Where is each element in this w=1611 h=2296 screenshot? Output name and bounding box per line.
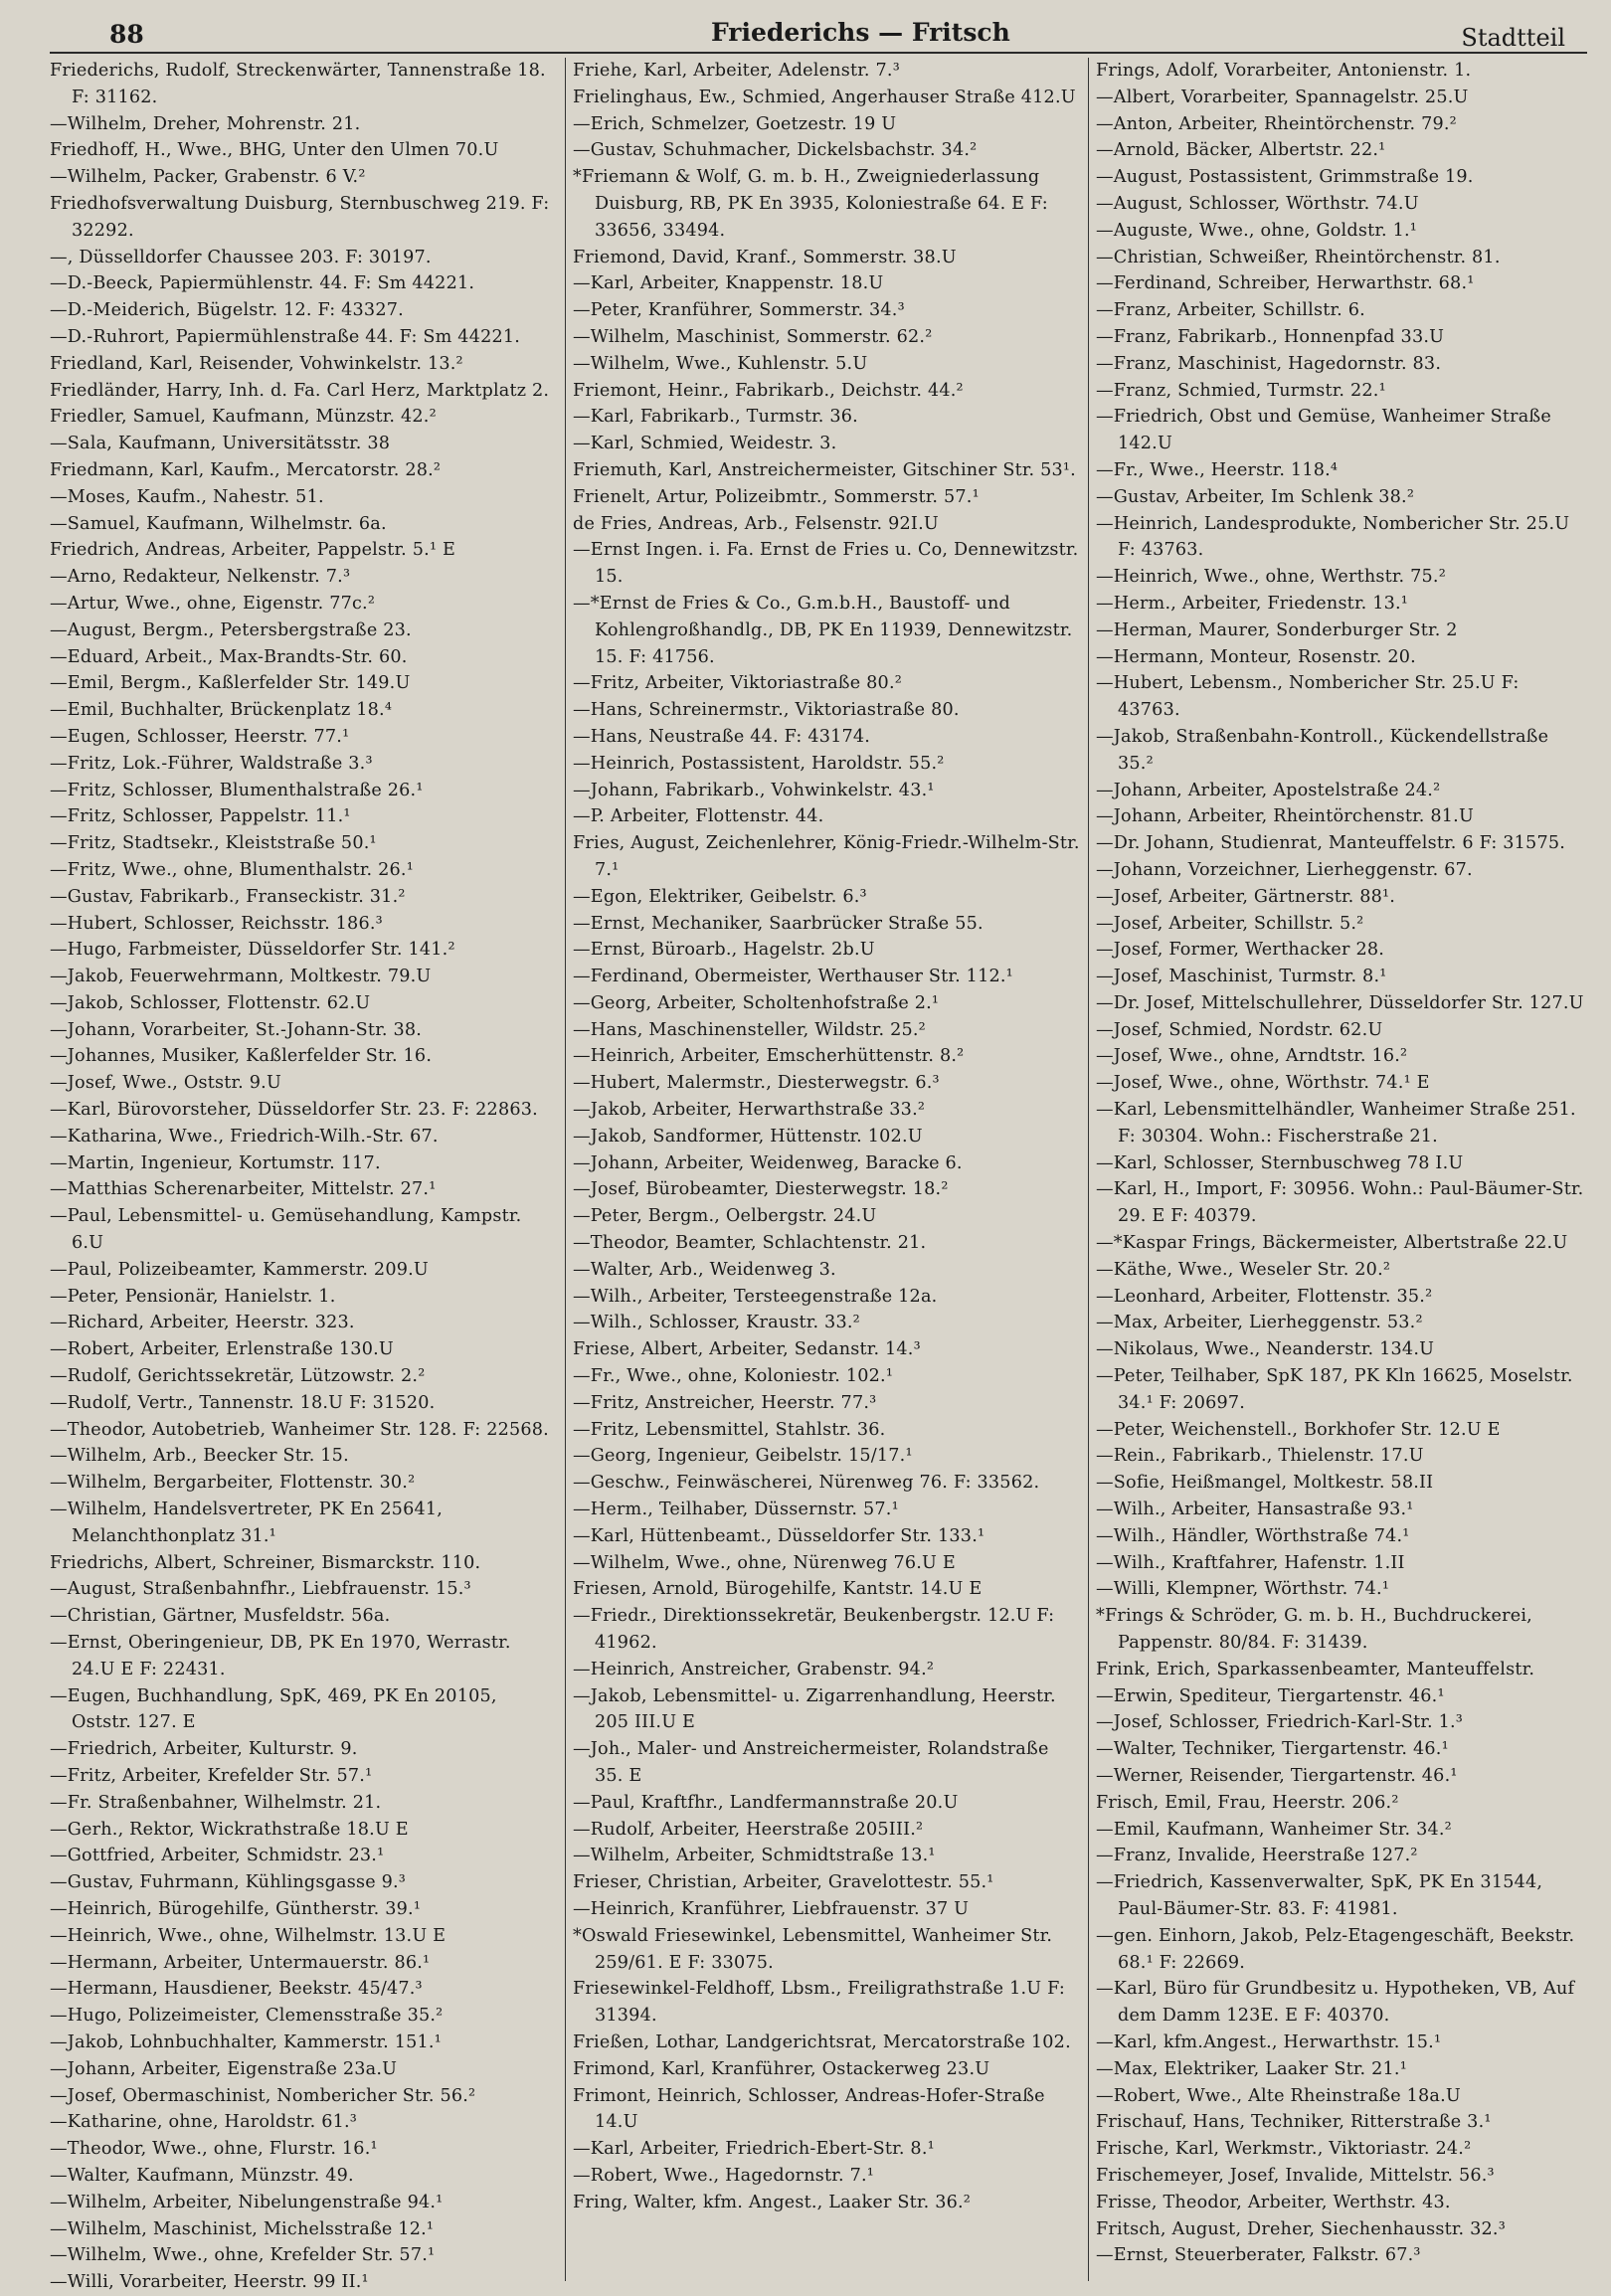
- directory-entry: —Hugo, Polizeimeister, Clemensstraße 35.²: [50, 2006, 444, 2027]
- directory-entry: —Josef, Schlosser, Friedrich-Karl-Str. 1.³: [1096, 1712, 1464, 1733]
- directory-entry: —Katharine, ohne, Haroldstr. 61.³: [50, 2112, 358, 2133]
- directory-entry: —Wilhelm, Arb., Beecker Str. 15.: [50, 1446, 349, 1467]
- directory-entry: —Willi, Klempner, Wörthstr. 74.¹: [1096, 1579, 1390, 1600]
- directory-entry: —Josef, Arbeiter, Schillstr. 5.²: [1096, 913, 1364, 934]
- directory-entry: —Fritz, Schlosser, Pappelstr. 11.¹: [50, 806, 351, 827]
- directory-entry: —Josef, Former, Werthacker 28.: [1096, 940, 1385, 961]
- directory-entry: —Friedrich, Kassenverwalter, SpK, PK En 31544, Paul-Bäumer-Str. 83. F: 41981.: [1096, 1872, 1543, 1919]
- directory-entry: Friehe, Karl, Arbeiter, Adelenstr. 7.³: [573, 61, 900, 81]
- directory-entry: —Josef, Wwe., ohne, Wörthstr. 74.¹ E: [1096, 1073, 1430, 1094]
- directory-entry: —Franz, Schmied, Turmstr. 22.¹: [1096, 380, 1386, 401]
- directory-entry: —Auguste, Wwe., ohne, Goldstr. 1.¹: [1096, 220, 1418, 241]
- directory-entry: —Rudolf, Gerichtssekretär, Lützowstr. 2.²: [50, 1366, 426, 1387]
- directory-entry: *Friemann & Wolf, G. m. b. H., Zweigniederlassung Duisburg, RB, PK En 3935, Koloniestraße 64. E F: 33656, 33494.: [573, 167, 1048, 241]
- directory-entry: —Gustav, Schuhmacher, Dickelsbachstr. 34.²: [573, 140, 978, 161]
- directory-entry: —Walter, Arb., Weidenweg 3.: [573, 1259, 836, 1280]
- directory-entry: —Fr. Straßenbahner, Wilhelmstr. 21.: [50, 1792, 382, 1813]
- directory-entry: —Hans, Neustraße 44. F: 43174.: [573, 726, 871, 747]
- directory-entry: —Peter, Teilhaber, SpK 187, PK Kln 16625, Moselstr. 34.¹ F: 20697.: [1096, 1366, 1573, 1413]
- directory-entry: —August, Postassistent, Grimmstraße 19.: [1096, 167, 1474, 188]
- directory-entry: —Christian, Schweißer, Rheintörchenstr. 81.: [1096, 247, 1501, 267]
- directory-entry: —Karl, Lebensmittelhändler, Wanheimer Straße 251. F: 30304. Wohn.: Fischerstraße 21.: [1096, 1100, 1576, 1147]
- directory-entry: —Emil, Kaufmann, Wanheimer Str. 34.²: [1096, 1819, 1452, 1840]
- directory-entry: —Josef, Obermaschinist, Nombericher Str. 56.²: [50, 2085, 476, 2106]
- directory-entry: —Fritz, Anstreicher, Heerstr. 77.³: [573, 1392, 877, 1413]
- directory-entry: —Richard, Arbeiter, Heerstr. 323.: [50, 1313, 355, 1333]
- columns: [50, 58, 1587, 2293]
- directory-entry: —Karl, kfm.Angest., Herwarthstr. 15.¹: [1096, 2031, 1442, 2052]
- directory-entry: —Fritz, Lebensmittel, Stahlstr. 36.: [573, 1419, 886, 1440]
- directory-entry: —Dr. Josef, Mittelschullehrer, Düsseldorfer Str. 127.U: [1096, 992, 1584, 1013]
- directory-entry: —Hermann, Arbeiter, Untermauerstr. 86.¹: [50, 1952, 431, 1973]
- directory-entry: —Theodor, Beamter, Schlachtenstr. 21.: [573, 1233, 927, 1254]
- directory-entry: —Willi, Vorarbeiter, Heerstr. 99 II.¹: [50, 2272, 369, 2293]
- directory-entry: Frieser, Christian, Arbeiter, Gravelottestr. 55.¹: [573, 1872, 994, 1893]
- page-number: 88: [109, 20, 144, 49]
- directory-entry: —Wilh., Händler, Wörthstraße 74.¹: [1096, 1525, 1410, 1546]
- directory-entry: —Fr., Wwe., Heerstr. 118.⁴: [1096, 459, 1339, 480]
- directory-entry: —Hubert, Schlosser, Reichsstr. 186.³: [50, 913, 383, 934]
- directory-entry: Frisse, Theodor, Arbeiter, Werthstr. 43.: [1096, 2192, 1451, 2212]
- directory-entry: Frießen, Lothar, Landgerichtsrat, Mercatorstraße 102.: [573, 2031, 1071, 2052]
- directory-entry: —Max, Arbeiter, Lierheggenstr. 53.²: [1096, 1313, 1423, 1333]
- directory-entry: —Friedrich, Obst und Gemüse, Wanheimer Straße 142.U: [1096, 407, 1551, 454]
- directory-entry: —Friedrich, Arbeiter, Kulturstr. 9.: [50, 1739, 358, 1760]
- directory-entry: —Johann, Vorarbeiter, St.-Johann-Str. 38.: [50, 1019, 423, 1040]
- directory-entry: Frisch, Emil, Frau, Heerstr. 206.²: [1096, 1792, 1399, 1813]
- directory-entry: —Josef, Schmied, Nordstr. 62.U: [1096, 1019, 1383, 1040]
- directory-entry: —Wilh., Arbeiter, Tersteegenstraße 12a.: [573, 1286, 938, 1307]
- directory-entry: —Gerh., Rektor, Wickrathstraße 18.U E: [50, 1819, 409, 1840]
- directory-entry: —Paul, Polizeibeamter, Kammerstr. 209.U: [50, 1259, 429, 1280]
- directory-entry: Frimont, Heinrich, Schlosser, Andreas-Hofer-Straße 14.U: [573, 2085, 1045, 2133]
- directory-entry: *Oswald Friesewinkel, Lebensmittel, Wanheimer Str. 259/61. E F: 33075.: [573, 1925, 1053, 1973]
- directory-entry: —Erwin, Spediteur, Tiergartenstr. 46.¹: [1096, 1685, 1445, 1706]
- directory-entry: —Franz, Maschinist, Hagedornstr. 83.: [1096, 353, 1442, 374]
- directory-entry: —Hans, Maschinensteller, Wildstr. 25.²: [573, 1019, 926, 1040]
- directory-entry: —Heinrich, Arbeiter, Emscherhüttenstr. 8.²: [573, 1046, 965, 1067]
- directory-entry: —Gottfried, Arbeiter, Schmidstr. 23.¹: [50, 1846, 385, 1866]
- directory-entry: —Fr., Wwe., ohne, Koloniestr. 102.¹: [573, 1366, 894, 1387]
- directory-entry: Fritsch, August, Dreher, Siechenhausstr. 32.³: [1096, 2218, 1506, 2239]
- directory-entry: Fring, Walter, kfm. Angest., Laaker Str. 36.²: [573, 2192, 972, 2212]
- directory-entry: Frischauf, Hans, Techniker, Ritterstraße 3.¹: [1096, 2112, 1492, 2133]
- directory-entry: —D.-Ruhrort, Papiermühlenstraße 44. F: Sm 44221.: [50, 326, 521, 347]
- directory-entry: —Karl, Hüttenbeamt., Düsseldorfer Str. 133.¹: [573, 1525, 985, 1546]
- directory-entry: —Wilh., Arbeiter, Hansastraße 93.¹: [1096, 1500, 1414, 1520]
- directory-entry: —Jakob, Feuerwehrmann, Moltkestr. 79.U: [50, 967, 432, 987]
- directory-entry: —Friedr., Direktionssekretär, Beukenbergstr. 12.U F: 41962.: [573, 1606, 1055, 1654]
- directory-entry: Fries, August, Zeichenlehrer, König-Friedr.-Wilhelm-Str. 7.¹: [573, 833, 1080, 880]
- directory-entry: —Robert, Wwe., Hagedornstr. 7.¹: [573, 2165, 875, 2186]
- directory-entry: —Johann, Arbeiter, Rheintörchenstr. 81.U: [1096, 806, 1474, 827]
- directory-entry: Frink, Erich, Sparkassenbeamter, Manteuffelstr.: [1096, 1659, 1535, 1679]
- directory-entry: —Sala, Kaufmann, Universitätsstr. 38: [50, 434, 391, 454]
- directory-entry: —Geschw., Feinwäscherei, Nürenweg 76. F: 33562.: [573, 1473, 1040, 1494]
- directory-entry: Frimond, Karl, Kranführer, Ostackerweg 23.U: [573, 2058, 990, 2079]
- directory-entry: —Theodor, Wwe., ohne, Flurstr. 16.¹: [50, 2139, 378, 2160]
- directory-entry: —Karl, Schmied, Weidestr. 3.: [573, 434, 837, 454]
- directory-entry: Friesen, Arnold, Bürogehilfe, Kantstr. 14.U E: [573, 1579, 983, 1600]
- directory-entry: —Samuel, Kaufmann, Wilhelmstr. 6a.: [50, 513, 387, 534]
- directory-entry: —Wilh., Schlosser, Kraustr. 33.²: [573, 1313, 860, 1333]
- directory-entry: —Wilhelm, Packer, Grabenstr. 6 V.²: [50, 167, 366, 188]
- directory-entry: —Erich, Schmelzer, Goetzestr. 19 U: [573, 113, 897, 134]
- directory-entry: —Martin, Ingenieur, Kortumstr. 117.: [50, 1152, 381, 1173]
- directory-entry: —Arno, Redakteur, Nelkenstr. 7.³: [50, 567, 351, 588]
- directory-entry: —Wilh., Kraftfahrer, Hafenstr. 1.II: [1096, 1552, 1405, 1573]
- directory-entry: de Fries, Andreas, Arb., Felsenstr. 92I.U: [573, 513, 939, 534]
- directory-entry: —P. Arbeiter, Flottenstr. 44.: [573, 806, 824, 827]
- directory-entry: —Rein., Fabrikarb., Thielenstr. 17.U: [1096, 1446, 1424, 1467]
- directory-entry: —Ernst, Büroarb., Hagelstr. 2b.U: [573, 940, 875, 961]
- page-header: [50, 18, 1587, 54]
- directory-entry: —Ernst, Oberingenieur, DB, PK En 1970, Werrastr. 24.U E F: 22431.: [50, 1633, 511, 1679]
- directory-entry: —Joh., Maler- und Anstreichermeister, Rolandstraße 35. E: [573, 1739, 1049, 1786]
- directory-entry: —Wilhelm, Wwe., ohne, Krefelder Str. 57.¹: [50, 2245, 436, 2266]
- section-label: Stadtteil: [1461, 24, 1565, 52]
- directory-entry: Friedrich, Andreas, Arbeiter, Pappelstr. 5.¹ E: [50, 540, 456, 561]
- directory-entry: —Fritz, Arbeiter, Viktoriastraße 80.²: [573, 673, 902, 694]
- directory-entry: —Johann, Fabrikarb., Vohwinkelstr. 43.¹: [573, 780, 935, 800]
- directory-entry: —Wilhelm, Maschinist, Michelsstraße 12.¹: [50, 2218, 435, 2239]
- directory-entry: —Johannes, Musiker, Kaßlerfelder Str. 16.: [50, 1046, 433, 1067]
- directory-entry: —*Kaspar Frings, Bäckermeister, Albertstraße 22.U: [1096, 1233, 1568, 1254]
- directory-entry: —Ernst, Mechaniker, Saarbrücker Straße 55.: [573, 913, 984, 934]
- directory-entry: —Hermann, Hausdiener, Beekstr. 45/47.³: [50, 1979, 423, 2000]
- directory-entry: —Heinrich, Anstreicher, Grabenstr. 94.²: [573, 1659, 935, 1679]
- directory-entry: —Peter, Kranführer, Sommerstr. 34.³: [573, 300, 905, 321]
- directory-entry: —Georg, Arbeiter, Scholtenhofstraße 2.¹: [573, 992, 940, 1013]
- directory-entry: —Karl, Schlosser, Sternbuschweg 78 I.U: [1096, 1152, 1464, 1173]
- directory-entry: —Emil, Buchhalter, Brückenplatz 18.⁴: [50, 700, 393, 721]
- directory-entry: —Sofie, Heißmangel, Moltkestr. 58.II: [1096, 1473, 1434, 1494]
- directory-entry: —Anton, Arbeiter, Rheintörchenstr. 79.²: [1096, 113, 1457, 134]
- directory-entry: Friederichs, Rudolf, Streckenwärter, Tannenstraße 18. F: 31162.: [50, 61, 546, 107]
- directory-entry: —August, Straßenbahnfhr., Liebfrauenstr. 15.³: [50, 1579, 471, 1600]
- directory-entry: —Jakob, Lohnbuchhalter, Kammerstr. 151.¹: [50, 2031, 442, 2052]
- directory-entry: —Wilhelm, Arbeiter, Schmidtstraße 13.¹: [573, 1846, 936, 1866]
- directory-entry: —Jakob, Schlosser, Flottenstr. 62.U: [50, 992, 371, 1013]
- directory-entry: Friedländer, Harry, Inh. d. Fa. Carl Herz, Marktplatz 2.: [50, 380, 550, 401]
- name-range: Friederichs — Fritsch: [711, 18, 1010, 47]
- directory-entry: —Hugo, Farbmeister, Düsseldorfer Str. 141.²: [50, 940, 455, 961]
- directory-entry: —Walter, Kaufmann, Münzstr. 49.: [50, 2165, 354, 2186]
- directory-entry: —Johann, Arbeiter, Weidenweg, Baracke 6.: [573, 1152, 963, 1173]
- directory-entry: Friedler, Samuel, Kaufmann, Münzstr. 42.²: [50, 407, 437, 428]
- directory-entry: —Wilhelm, Wwe., ohne, Nürenweg 76.U E: [573, 1552, 956, 1573]
- directory-entry: —Heinrich, Wwe., ohne, Wilhelmstr. 13.U E: [50, 1925, 447, 1946]
- directory-entry: —Heinrich, Postassistent, Haroldstr. 55.²: [573, 753, 945, 774]
- directory-entry: —Dr. Johann, Studienrat, Manteuffelstr. 6 F: 31575.: [1096, 833, 1566, 854]
- directory-entry: —Jakob, Sandformer, Hüttenstr. 102.U: [573, 1126, 923, 1147]
- directory-entry: Friesewinkel-Feldhoff, Lbsm., Freiligrathstraße 1.U F: 31394.: [573, 1979, 1065, 2027]
- directory-entry: —Moses, Kaufm., Nahestr. 51.: [50, 486, 324, 507]
- directory-entry: —Karl, Fabrikarb., Turmstr. 36.: [573, 407, 858, 428]
- directory-entry: —Karl, Büro für Grundbesitz u. Hypotheken, VB, Auf dem Damm 123E. E F: 40370.: [1096, 1979, 1575, 2027]
- directory-entry: —Katharina, Wwe., Friedrich-Wilh.-Str. 67.: [50, 1126, 439, 1147]
- directory-entry: Friedmann, Karl, Kaufm., Mercatorstr. 28.²: [50, 459, 442, 480]
- directory-entry: —Heinrich, Bürogehilfe, Güntherstr. 39.¹: [50, 1898, 422, 1919]
- directory-entry: —Johann, Arbeiter, Eigenstraße 23a.U: [50, 2058, 398, 2079]
- directory-entry: Frienelt, Artur, Polizeibmtr., Sommerstr. 57.¹: [573, 486, 980, 507]
- directory-entry: —Paul, Kraftfhr., Landfermannstraße 20.U: [573, 1792, 959, 1813]
- directory-entry: —Rudolf, Arbeiter, Heerstraße 205III.²: [573, 1819, 924, 1840]
- directory-entry: —Heinrich, Kranführer, Liebfrauenstr. 37 U: [573, 1898, 970, 1919]
- directory-entry: —Robert, Wwe., Alte Rheinstraße 18a.U: [1096, 2085, 1461, 2106]
- directory-entry: Friemuth, Karl, Anstreichermeister, Gitschiner Str. 53¹.: [573, 459, 1076, 480]
- directory-entry: —Franz, Invalide, Heerstraße 127.²: [1096, 1846, 1418, 1866]
- directory-entry: —Gustav, Arbeiter, Im Schlenk 38.²: [1096, 486, 1415, 507]
- directory-entry: Friedhoff, H., Wwe., BHG, Unter den Ulmen 70.U: [50, 140, 499, 161]
- column-2: [573, 58, 1080, 2281]
- directory-entry: —Wilhelm, Arbeiter, Nibelungenstraße 94.¹: [50, 2192, 444, 2212]
- directory-entry: —Fritz, Wwe., ohne, Blumenthalstr. 26.¹: [50, 859, 414, 880]
- directory-entry: —Herm., Teilhaber, Düssernstr. 57.¹: [573, 1500, 899, 1520]
- directory-entry: —Werner, Reisender, Tiergartenstr. 46.¹: [1096, 1766, 1458, 1786]
- directory-entry: —Ernst Ingen. i. Fa. Ernst de Fries u. Co, Dennewitzstr. 15.: [573, 540, 1079, 588]
- directory-entry: —Herm., Arbeiter, Friedenstr. 13.¹: [1096, 593, 1409, 614]
- directory-entry: —Wilhelm, Wwe., Kuhlenstr. 5.U: [573, 353, 868, 374]
- directory-entry: —Eduard, Arbeit., Max-Brandts-Str. 60.: [50, 646, 408, 667]
- directory-entry: —Eugen, Schlosser, Heerstr. 77.¹: [50, 726, 350, 747]
- directory-entry: —Peter, Bergm., Oelbergstr. 24.U: [573, 1206, 877, 1227]
- column-divider: [565, 58, 566, 2281]
- directory-entry: Friemond, David, Kranf., Sommerstr. 38.U: [573, 247, 957, 267]
- directory-entry: —August, Schlosser, Wörthstr. 74.U: [1096, 193, 1419, 214]
- directory-entry: —Heinrich, Wwe., ohne, Werthstr. 75.²: [1096, 567, 1446, 588]
- directory-entry: —Josef, Maschinist, Turmstr. 8.¹: [1096, 967, 1387, 987]
- directory-entry: —Johann, Arbeiter, Apostelstraße 24.²: [1096, 780, 1441, 800]
- directory-entry: —Peter, Pensionär, Hanielstr. 1.: [50, 1286, 336, 1307]
- directory-entry: —Josef, Wwe., ohne, Arndtstr. 16.²: [1096, 1046, 1408, 1067]
- directory-entry: —Hermann, Monteur, Rosenstr. 20.: [1096, 646, 1416, 667]
- directory-entry: —Paul, Lebensmittel- u. Gemüsehandlung, Kampstr. 6.U: [50, 1206, 522, 1254]
- directory-entry: Friese, Albert, Arbeiter, Sedanstr. 14.³: [573, 1339, 921, 1360]
- directory-entry: —Fritz, Lok.-Führer, Waldstraße 3.³: [50, 753, 373, 774]
- directory-entry: —Emil, Bergm., Kaßlerfelder Str. 149.U: [50, 673, 411, 694]
- directory-entry: —Arnold, Bäcker, Albertstr. 22.¹: [1096, 140, 1386, 161]
- directory-entry: —Christian, Gärtner, Musfeldstr. 56a.: [50, 1606, 391, 1627]
- directory-entry: —Hubert, Malermstr., Diesterwegstr. 6.³: [573, 1073, 940, 1094]
- directory-entry: —D.-Meiderich, Bügelstr. 12. F: 43327.: [50, 300, 404, 321]
- directory-entry: —Josef, Bürobeamter, Diesterwegstr. 18.²: [573, 1179, 949, 1200]
- directory-entry: —Karl, Bürovorsteher, Düsseldorfer Str. 23. F: 22863.: [50, 1100, 538, 1121]
- directory-entry: Frische, Karl, Werkmstr., Viktoriastr. 24.²: [1096, 2139, 1472, 2160]
- directory-entry: —Wilhelm, Maschinist, Sommerstr. 62.²: [573, 326, 933, 347]
- directory-entry: —Leonhard, Arbeiter, Flottenstr. 35.²: [1096, 1286, 1433, 1307]
- directory-entry: —Fritz, Stadtsekr., Kleiststraße 50.¹: [50, 833, 377, 854]
- directory-entry: —Karl, Arbeiter, Friedrich-Ebert-Str. 8.¹: [573, 2139, 935, 2160]
- directory-entry: *Frings & Schröder, G. m. b. H., Buchdruckerei, Pappenstr. 80/84. F: 31439.: [1096, 1606, 1532, 1654]
- directory-entry: —*Ernst de Fries & Co., G.m.b.H., Baustoff- und Kohlengroßhandlg., DB, PK En 11939, Dennewitzstr. 15. F: 41756.: [573, 593, 1073, 667]
- directory-entry: —D.-Beeck, Papiermühlenstr. 44. F: Sm 44221.: [50, 273, 475, 294]
- directory-entry: Friemont, Heinr., Fabrikarb., Deichstr. 44.²: [573, 380, 964, 401]
- directory-entry: —Wilhelm, Handelsvertreter, PK En 25641, Melanchthonplatz 31.¹: [50, 1500, 444, 1546]
- directory-entry: —Peter, Weichenstell., Borkhofer Str. 12.U E: [1096, 1419, 1501, 1440]
- directory-entry: —Nikolaus, Wwe., Neanderstr. 134.U: [1096, 1339, 1435, 1360]
- directory-entry: —Herman, Maurer, Sonderburger Str. 2: [1096, 619, 1458, 640]
- directory-entry: —Ernst, Steuerberater, Falkstr. 67.³: [1096, 2245, 1421, 2266]
- directory-entry: —Wilhelm, Dreher, Mohrenstr. 21.: [50, 113, 361, 134]
- directory-entry: —Gustav, Fabrikarb., Franseckistr. 31.²: [50, 886, 406, 907]
- directory-entry: —Karl, H., Import, F: 30956. Wohn.: Paul-Bäumer-Str. 29. E F: 40379.: [1096, 1179, 1584, 1227]
- column-1: [50, 58, 557, 2293]
- directory-entry: —Hubert, Lebensm., Nombericher Str. 25.U F: 43763.: [1096, 673, 1520, 721]
- directory-entry: —Josef, Wwe., Oststr. 9.U: [50, 1073, 281, 1094]
- directory-entry: —Käthe, Wwe., Weseler Str. 20.²: [1096, 1259, 1391, 1280]
- directory-entry: —Fritz, Arbeiter, Krefelder Str. 57.¹: [50, 1766, 373, 1786]
- directory-entry: —Heinrich, Landesprodukte, Nombericher Str. 25.U F: 43763.: [1096, 513, 1570, 561]
- directory-entry: —Jakob, Arbeiter, Herwarthstraße 33.²: [573, 1100, 926, 1121]
- directory-entry: —Egon, Elektriker, Geibelstr. 6.³: [573, 886, 867, 907]
- directory-entry: Friedhofsverwaltung Duisburg, Sternbuschweg 219. F: 32292.: [50, 193, 550, 241]
- directory-entry: —Matthias Scherenarbeiter, Mittelstr. 27.¹: [50, 1179, 437, 1200]
- directory-entry: Friedland, Karl, Reisender, Vohwinkelstr. 13.²: [50, 353, 463, 374]
- directory-entry: —Hans, Schreinermstr., Viktoriastraße 80.: [573, 700, 960, 721]
- directory-entry: —Fritz, Schlosser, Blumenthalstraße 26.¹: [50, 780, 424, 800]
- directory-entry: —Josef, Arbeiter, Gärtnerstr. 88¹.: [1096, 886, 1396, 907]
- directory-entry: Frings, Adolf, Vorarbeiter, Antonienstr. 1.: [1096, 61, 1472, 81]
- directory-entry: —Ferdinand, Obermeister, Werthauser Str. 112.¹: [573, 967, 1013, 987]
- column-3: [1096, 58, 1587, 2281]
- directory-entry: —Walter, Techniker, Tiergartenstr. 46.¹: [1096, 1739, 1449, 1760]
- directory-entry: —Franz, Arbeiter, Schillstr. 6.: [1096, 300, 1365, 321]
- directory-entry: —gen. Einhorn, Jakob, Pelz-Etagengeschäft, Beekstr. 68.¹ F: 22669.: [1096, 1925, 1575, 1973]
- directory-entry: —August, Bergm., Petersbergstraße 23.: [50, 619, 412, 640]
- directory-entry: —Jakob, Lebensmittel- u. Zigarrenhandlung, Heerstr. 205 III.U E: [573, 1685, 1056, 1733]
- directory-entry: —Robert, Arbeiter, Erlenstraße 130.U: [50, 1339, 394, 1360]
- directory-entry: —, Düsselldorfer Chaussee 203. F: 30197.: [50, 247, 432, 267]
- directory-entry: —Gustav, Fuhrmann, Kühlingsgasse 9.³: [50, 1872, 407, 1893]
- directory-entry: —Karl, Arbeiter, Knappenstr. 18.U: [573, 273, 884, 294]
- directory-entry: —Ferdinand, Schreiber, Herwarthstr. 68.¹: [1096, 273, 1475, 294]
- directory-entry: —Eugen, Buchhandlung, SpK, 469, PK En 20105, Oststr. 127. E: [50, 1685, 497, 1733]
- column-divider: [1088, 58, 1089, 2281]
- directory-entry: —Max, Elektriker, Laaker Str. 21.¹: [1096, 2058, 1407, 2079]
- directory-entry: —Johann, Vorzeichner, Lierheggenstr. 67.: [1096, 859, 1473, 880]
- directory-entry: Friedrichs, Albert, Schreiner, Bismarckstr. 110.: [50, 1552, 481, 1573]
- directory-entry: —Artur, Wwe., ohne, Eigenstr. 77c.²: [50, 593, 376, 614]
- directory-entry: —Franz, Fabrikarb., Honnenpfad 33.U: [1096, 326, 1445, 347]
- directory-entry: —Georg, Ingenieur, Geibelstr. 15/17.¹: [573, 1446, 913, 1467]
- directory-entry: Frischemeyer, Josef, Invalide, Mittelstr. 56.³: [1096, 2165, 1495, 2186]
- directory-entry: —Theodor, Autobetrieb, Wanheimer Str. 128. F: 22568.: [50, 1419, 549, 1440]
- directory-entry: Frielinghaus, Ew., Schmied, Angerhauser Straße 412.U: [573, 87, 1076, 107]
- directory-entry: —Rudolf, Vertr., Tannenstr. 18.U F: 31520.: [50, 1392, 436, 1413]
- directory-entry: —Jakob, Straßenbahn-Kontroll., Kückendellstraße 35.²: [1096, 726, 1549, 774]
- directory-entry: —Albert, Vorarbeiter, Spannagelstr. 25.U: [1096, 87, 1469, 107]
- directory-entry: —Wilhelm, Bergarbeiter, Flottenstr. 30.²: [50, 1473, 416, 1494]
